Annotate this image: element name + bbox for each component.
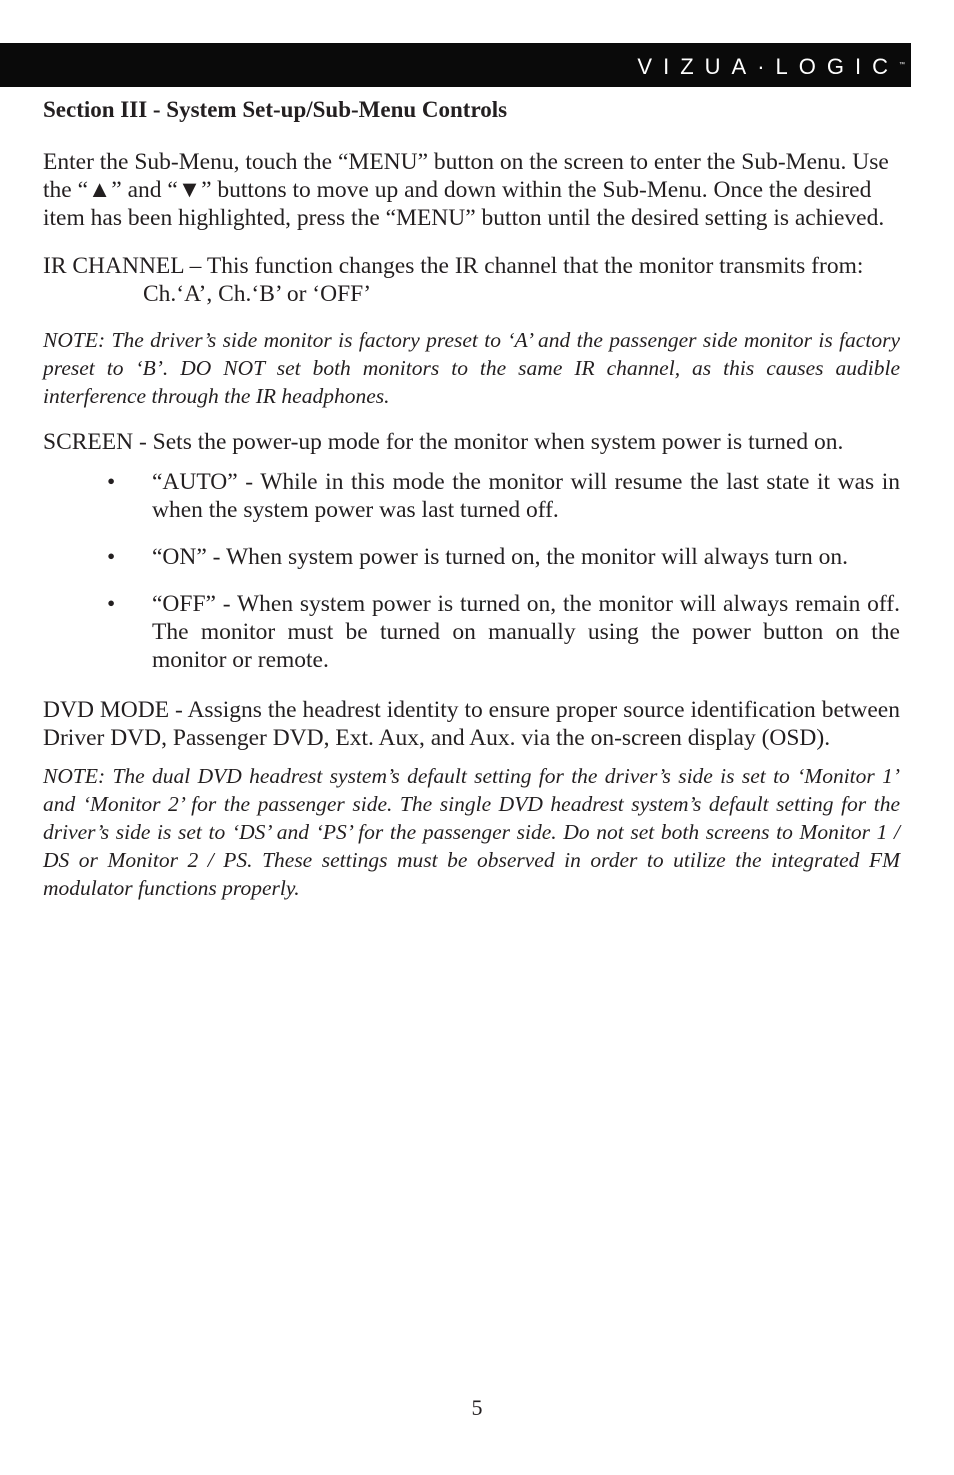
bullet-icon: • (107, 469, 116, 495)
ir-channel-note: NOTE: The driver’s side monitor is factory preset to ‘A’ and the passenger side monitor is factory preset to ‘B’. DO NOT set both monitors to the same IR channel, as this causes audible interference through the IR headphones. (43, 328, 900, 408)
intro-paragraph: Enter the Sub-Menu, touch the “MENU” button on the screen to enter the Sub-Menu. Use the “▲” and “▼” buttons to move up and down within the Sub-Menu. Once the desired item has been highlighted, press the “MENU” button until the desired setting is achieved. (43, 149, 889, 231)
page-number: 5 (471, 1395, 483, 1420)
dvd-mode-note: NOTE: The dual DVD headrest system’s default setting for the driver’s side is set to ‘Monitor 1’ and ‘Monitor 2’ for the passenger side. The single DVD headrest system’s default setting for the driver’s side is set to ‘DS’ and ‘PS’ for the passenger side. Do not set both screens to Monitor 1 / DS or Monitor 2 / PS. These settings must be observed in order to utilize the integrated FM modulator functions properly. (43, 764, 900, 900)
screen-paragraph: SCREEN - Sets the power-up mode for the monitor when system power is turned on. (43, 429, 844, 455)
dvd-mode-paragraph: DVD MODE - Assigns the headrest identity to ensure proper source identification between Driver DVD, Passenger DVD, Ext. Aux, and Aux. via the on-screen display (OSD). (43, 697, 900, 751)
screen-mode-off: “OFF” - When system power is turned on, the monitor will always remain off. The monitor must be turned on manually using the power button on the monitor or remote. (152, 591, 900, 673)
list-item (43, 590, 900, 674)
bullet-icon: • (107, 591, 116, 617)
list-item (43, 468, 900, 524)
ir-channel-paragraph (43, 252, 900, 308)
section-title: Section III - System Set-up/Sub-Menu Controls (43, 97, 508, 122)
list-item (43, 543, 900, 571)
screen-mode-on: “ON” - When system power is turned on, the monitor will always turn on. (152, 544, 848, 570)
screen-mode-list (43, 468, 900, 674)
page-content (43, 96, 900, 920)
trademark-mark: ™ (899, 62, 905, 68)
bullet-icon: • (107, 544, 116, 570)
header-bar (0, 43, 911, 87)
screen-mode-auto: “AUTO” - While in this mode the monitor will resume the last state it was in when the system power was last turned off. (152, 469, 900, 523)
brand-logo (637, 53, 905, 81)
ir-channel-text: IR CHANNEL – This function changes the IR channel that the monitor transmits from: (43, 253, 864, 279)
ir-channel-options: Ch.‘A’, Ch.‘B’ or ‘OFF’ (143, 281, 372, 307)
brand-logo-text: VIZUA·LOGIC (637, 54, 899, 79)
